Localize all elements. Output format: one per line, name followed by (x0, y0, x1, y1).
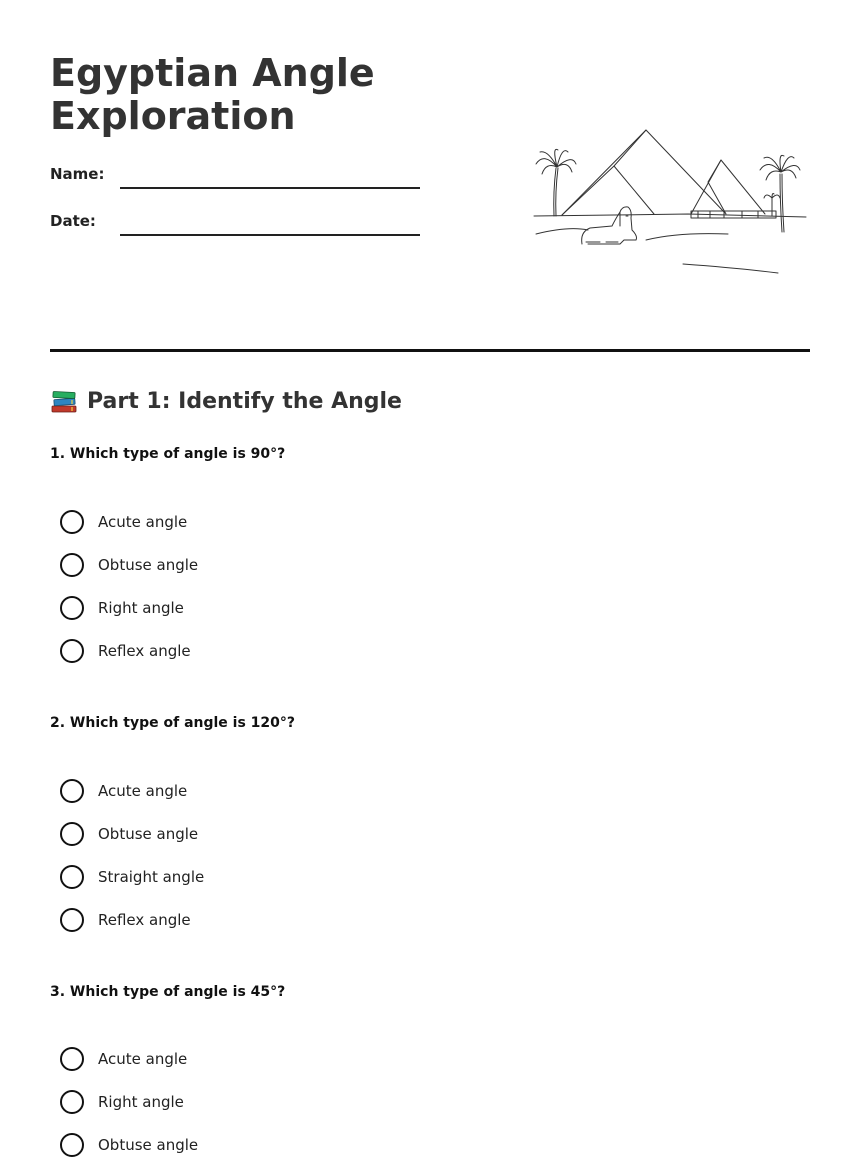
q1-option-2[interactable] (60, 552, 198, 578)
radio-button[interactable] (60, 822, 84, 846)
books-icon (50, 388, 78, 414)
q1-option-4[interactable] (60, 638, 191, 664)
date-field[interactable] (50, 212, 420, 236)
option-label: Right angle (98, 599, 184, 617)
option-label: Acute angle (98, 513, 188, 531)
q2-option-1[interactable] (60, 778, 187, 804)
question-1: 1. Which type of angle is 90°? (50, 446, 286, 462)
option-label: Obtuse angle (98, 825, 199, 843)
page-title: Egyptian Angle Exploration (50, 51, 375, 138)
q2-option-2[interactable] (60, 821, 198, 847)
option-label: Obtuse angle (98, 1136, 199, 1154)
radio-button[interactable] (60, 908, 84, 932)
pyramids-sphinx-icon (528, 122, 814, 282)
option-label: Acute angle (98, 1050, 188, 1068)
radio-button[interactable] (60, 865, 84, 889)
date-line[interactable] (120, 234, 420, 236)
radio-button[interactable] (60, 1090, 84, 1114)
date-label: Date: (50, 212, 96, 230)
section-title (50, 388, 402, 414)
name-label: Name: (50, 165, 105, 183)
section-title-text: Part 1: Identify the Angle (87, 388, 402, 414)
name-field[interactable] (50, 165, 420, 189)
option-label: Reflex angle (98, 642, 191, 660)
option-label: Acute angle (98, 782, 188, 800)
option-label: Obtuse angle (98, 556, 199, 574)
option-label: Reflex angle (98, 911, 191, 929)
radio-button[interactable] (60, 510, 84, 534)
q1-option-1[interactable] (60, 509, 187, 535)
q3-option-3[interactable] (60, 1132, 198, 1158)
q3-option-1[interactable] (60, 1046, 187, 1072)
radio-button[interactable] (60, 639, 84, 663)
question-3: 3. Which type of angle is 45°? (50, 984, 286, 1000)
radio-button[interactable] (60, 596, 84, 620)
radio-button[interactable] (60, 1047, 84, 1071)
option-label: Straight angle (98, 868, 205, 886)
option-label: Right angle (98, 1093, 184, 1111)
question-2: 2. Which type of angle is 120°? (50, 715, 296, 731)
radio-button[interactable] (60, 779, 84, 803)
q3-option-2[interactable] (60, 1089, 184, 1115)
q1-option-3[interactable] (60, 595, 184, 621)
radio-button[interactable] (60, 1133, 84, 1157)
section-divider (50, 349, 810, 352)
q2-option-3[interactable] (60, 864, 204, 890)
q2-option-4[interactable] (60, 907, 191, 933)
radio-button[interactable] (60, 553, 84, 577)
name-line[interactable] (120, 187, 420, 189)
